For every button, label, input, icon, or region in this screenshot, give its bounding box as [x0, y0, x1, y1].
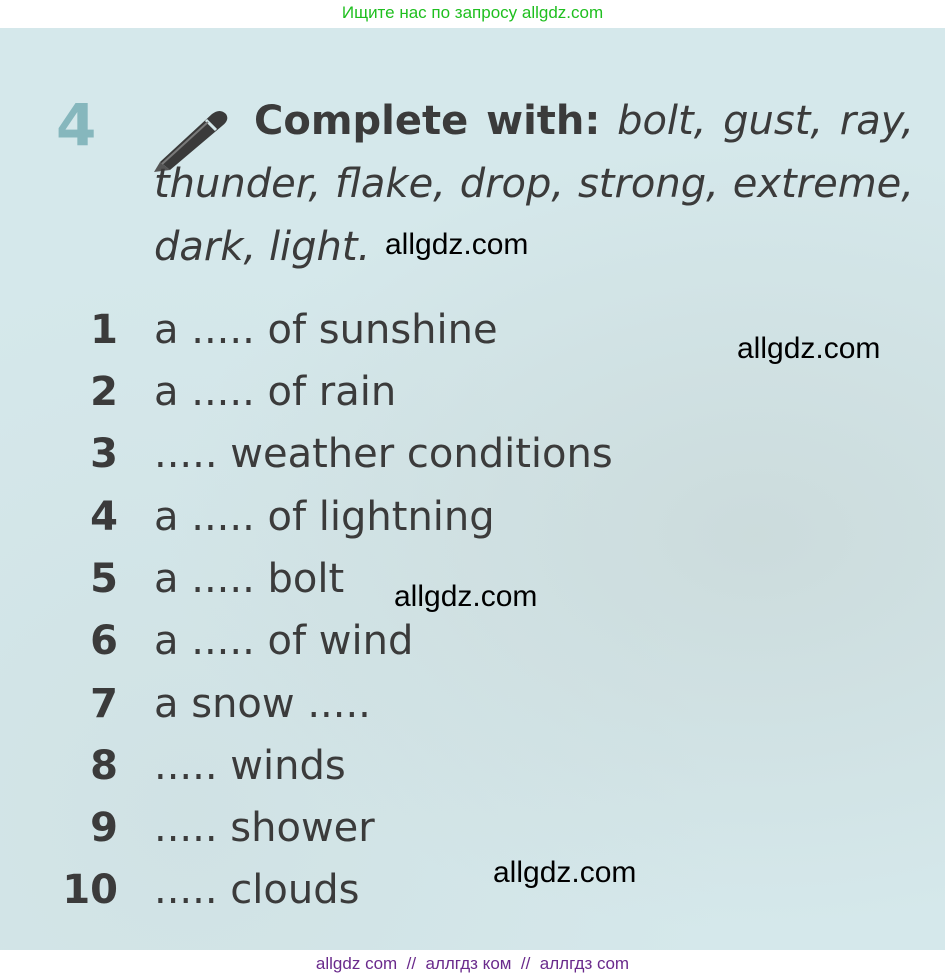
item-number: 7 — [90, 681, 118, 727]
top-banner — [0, 0, 945, 28]
item-number: 2 — [90, 369, 118, 415]
exercise-number: 4 — [56, 91, 97, 159]
exercise-instructions — [154, 90, 914, 279]
item-text: a ..... of lightning — [154, 494, 495, 540]
watermark: allgdz.com — [493, 856, 637, 889]
item-number: 3 — [90, 431, 118, 477]
instruction-word-list: bolt, gust, ray, thunder, flake, drop, strong, extreme, dark, light. — [154, 98, 914, 270]
item-number: 9 — [90, 805, 118, 851]
item-text: ..... shower — [154, 805, 375, 851]
item-number: 8 — [90, 743, 118, 789]
bottom-banner — [0, 950, 945, 979]
watermark: allgdz.com — [737, 332, 881, 365]
item-number: 4 — [90, 494, 118, 540]
item-text: a ..... of wind — [154, 618, 414, 664]
watermark: allgdz.com — [394, 580, 538, 613]
instruction-heading: Complete with: — [254, 98, 601, 144]
top-banner-text: Ищите нас по запросу allgdz.com — [341, 3, 604, 22]
item-text: a ..... of sunshine — [154, 307, 498, 353]
item-text: ..... weather conditions — [154, 431, 613, 477]
textbook-page — [0, 28, 945, 950]
item-number: 5 — [90, 556, 118, 602]
item-text: a ..... of rain — [154, 369, 397, 415]
item-number: 10 — [62, 867, 118, 913]
item-text: a ..... bolt — [154, 556, 345, 602]
item-text: ..... clouds — [154, 867, 360, 913]
item-number: 6 — [90, 618, 118, 664]
item-text: a snow ..... — [154, 681, 371, 727]
item-text: ..... winds — [154, 743, 346, 789]
item-number: 1 — [90, 307, 118, 353]
bottom-banner-text: allgdz com // аллгдз ком // аллгдз com — [315, 954, 630, 973]
watermark: allgdz.com — [385, 228, 529, 261]
